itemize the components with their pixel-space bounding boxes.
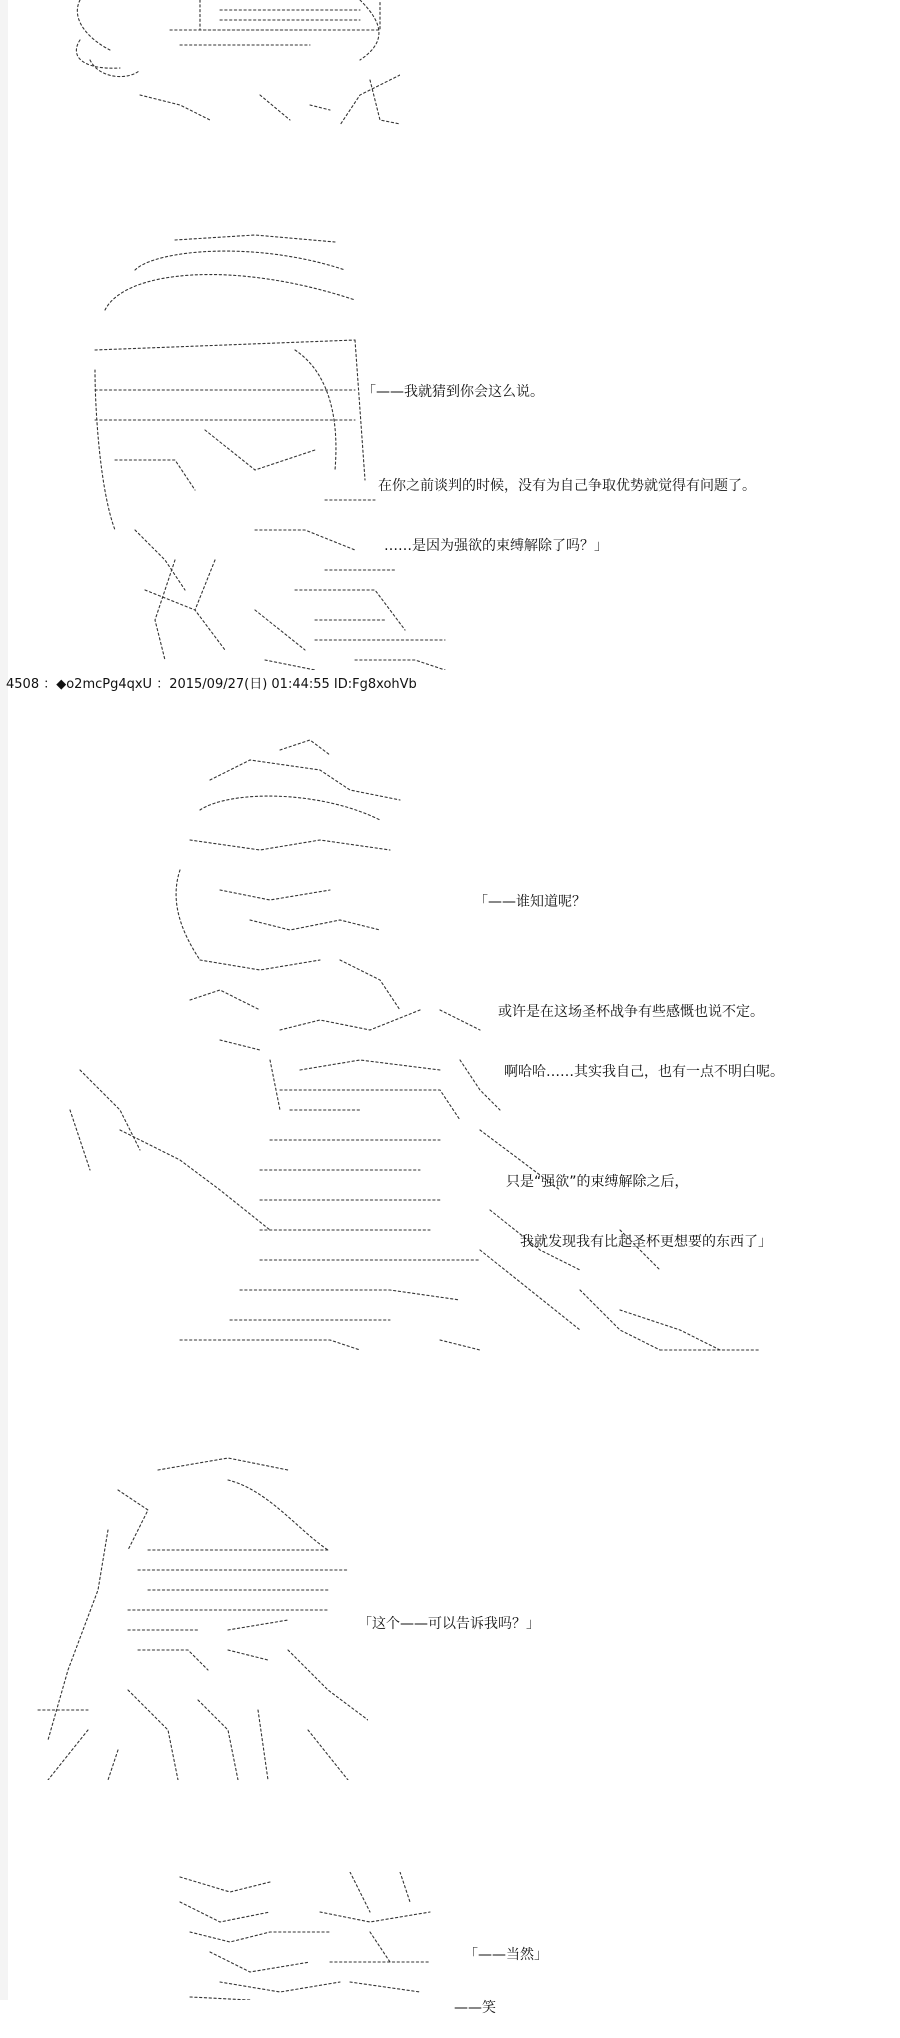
post-header: 4508 ：◆o2mcPg4qxU ：2015/09/27(日) 01:44:55 ID:Fg8xohVb: [6, 677, 417, 692]
dialog-line: 或许是在这场圣杯战争有些感慨也说不定。: [498, 1004, 764, 1020]
dialog-line: 「——当然」: [464, 1947, 548, 1963]
dialog-line: ……是因为强欲的束缚解除了吗？」: [384, 538, 608, 554]
dialog-line: 「——我就猜到你会这么说。: [362, 384, 544, 400]
dialog-bubble-5: [454, 1958, 496, 2038]
page-left-margin: [0, 0, 8, 2000]
dialog-line: 啊哈哈……其实我自己，也有一点不明白呢。: [504, 1064, 784, 1080]
dialog-line: 「这个——可以告诉我吗？」: [358, 1616, 540, 1632]
ascii-art-figure-top-fragment: [60, 0, 400, 140]
dialog-line: ——笑: [454, 2000, 496, 2016]
dialog-bubble-3: [358, 1574, 540, 1654]
ascii-art-figure-hooded-character: [28, 1450, 368, 1780]
dialog-line: [474, 952, 784, 962]
dialog-bubble-1: [362, 342, 756, 576]
dialog-line: 只是“强欲”的束缚解除之后，: [506, 1174, 689, 1190]
dialog-bubble-2: [474, 852, 784, 1272]
dialog-line: 在你之前谈判的时候，没有为自己争取优势就觉得有问题了。: [378, 478, 756, 494]
ascii-art-figure-bottom-fragment: [170, 1872, 450, 2000]
dialog-line: [474, 1122, 784, 1132]
dialog-line: 我就发现我有比起圣杯更想要的东西了」: [520, 1234, 772, 1250]
dialog-line: 「——谁知道呢？: [474, 894, 586, 910]
